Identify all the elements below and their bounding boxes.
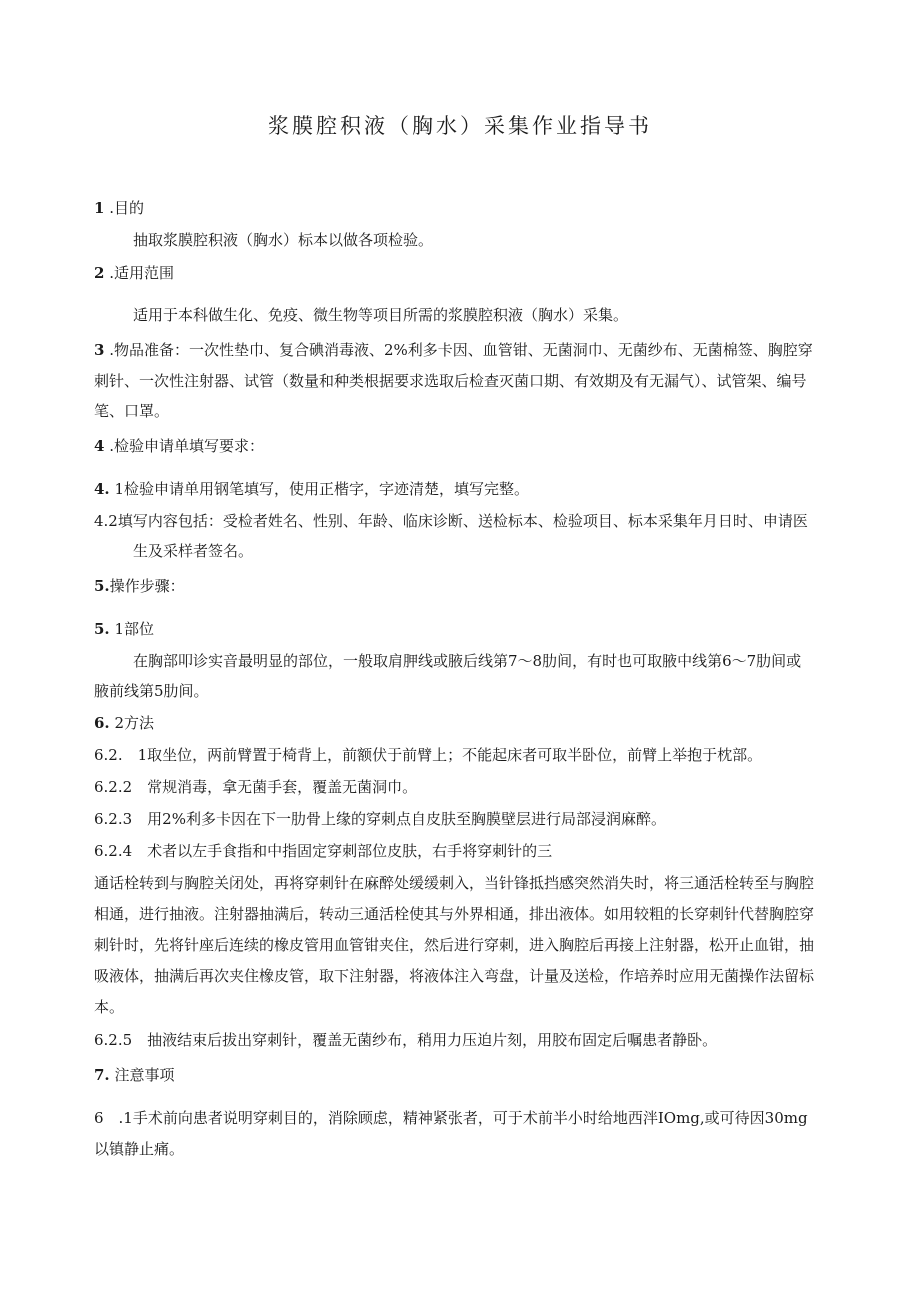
- section-1-title: .目的: [109, 199, 144, 217]
- section-5-1-title: 1部位: [114, 620, 154, 638]
- section-3-number: 3: [94, 341, 105, 359]
- section-4-1-text: 1检验申请单用钢笔填写，使用正楷字，字迹清楚，填写完整。: [114, 480, 529, 498]
- step-6-2-4-line-4: 吸液体，抽满后再次夹住橡皮管，取下注射器，将液体注入弯盘，计量及送检，作培养时应用无菌操作法留标: [94, 967, 815, 985]
- section-7-title: 注意事项: [114, 1066, 175, 1084]
- section-7-heading: [94, 1065, 174, 1085]
- section-6-title: 2方法: [114, 714, 154, 732]
- step-6-2-4-line-5: 本。: [94, 998, 125, 1016]
- section-3-line-3: 笔、口罩。: [94, 402, 170, 420]
- section-4-number: 4: [94, 437, 105, 455]
- section-3-line-2: 刺针、一次性注射器、试管（数量和种类根据要求选取后检查灭菌口期、有效期及有无漏气）、试管架、编号: [94, 372, 807, 390]
- section-6-number: 6.: [94, 714, 110, 732]
- section-1-number: 1: [94, 199, 105, 217]
- section-5-1-number: 5.: [94, 620, 110, 638]
- step-6-2-2: 6.2.2 常规消毒，拿无菌手套，覆盖无菌洞巾。: [94, 778, 418, 796]
- section-1-body: 抽取浆膜腔积液（胸水）标本以做各项检验。: [133, 231, 434, 249]
- step-6-2-4-line-3: 刺针时，先将针座后连续的橡皮管用血管钳夹住，然后进行穿刺，进入胸腔后再接上注射器，松开止血钳，抽: [94, 936, 815, 954]
- section-7-line-2: 以镇静止痛。: [94, 1140, 185, 1158]
- section-5-1-line-2: 腋前线第5肋间。: [94, 682, 209, 700]
- section-5-title: 操作步骤：: [109, 577, 185, 595]
- section-4-1: [94, 479, 529, 499]
- section-2-body: 适用于本科做生化、免疫、微生物等项目所需的浆膜腔积液（胸水）采集。: [133, 306, 629, 324]
- step-6-2-1: 6.2. 1取坐位，两前臂置于椅背上，前额伏于前臂上；不能起床者可取半卧位，前臂上举抱于枕部。: [94, 746, 763, 764]
- section-5-heading: [94, 576, 185, 596]
- section-4-1-number: 4.: [94, 480, 110, 498]
- section-5-1-heading: [94, 619, 154, 639]
- section-4-2-line-1: 4.2填写内容包括：受检者姓名、性别、年龄、临床诊断、送检标本、检验项目、标本采集年月日时、申请医: [94, 512, 808, 530]
- section-5-number: 5.: [94, 577, 110, 595]
- step-6-2-4: 6.2.4 术者以左手食指和中指固定穿刺部位皮肤，右手将穿刺针的三: [94, 842, 553, 860]
- section-2-title: .适用范围: [109, 264, 174, 282]
- step-6-2-3: 6.2.3 用2%利多卡因在下一肋骨上缘的穿刺点自皮肤至胸膜壁层进行局部浸润麻醉。: [94, 810, 666, 828]
- section-3-text: .物品准备：一次性垫巾、复合碘消毒液、2%利多卡因、血管钳、无菌洞巾、无菌纱布、无菌棉签、胸腔穿: [109, 341, 813, 359]
- section-7-line-1: 6 .1手术前向患者说明穿刺目的，消除顾虑，精神紧张者，可于术前半小时给地西泮IOmg,或可待因30mg: [94, 1109, 808, 1127]
- section-7-number: 7.: [94, 1066, 110, 1084]
- section-2-heading: [94, 263, 174, 283]
- section-5-1-line-1: 在胸部叩诊实音最明显的部位，一般取肩胛线或腋后线第7～8肋间，有时也可取腋中线第6～7肋间或: [133, 652, 802, 670]
- step-6-2-4-line-2: 相通，进行抽液。注射器抽满后，转动三通活栓使其与外界相通，排出液体。如用较粗的长穿刺针代替胸腔穿: [94, 905, 815, 923]
- section-4-heading: [94, 436, 264, 456]
- section-3-line-1: [94, 340, 813, 360]
- step-6-2-4-line-1: 通话栓转到与胸腔关闭处，再将穿刺针在麻醉处缓缓刺入，当针锋抵挡感突然消失时，将三通活栓转至与胸腔: [94, 874, 815, 892]
- section-2-number: 2: [94, 264, 105, 282]
- section-6-heading: [94, 713, 154, 733]
- section-4-2-line-2: 生及采样者签名。: [133, 542, 254, 560]
- section-1-heading: [94, 198, 144, 218]
- section-4-title: .检验申请单填写要求：: [109, 437, 264, 455]
- step-6-2-5: 6.2.5 抽液结束后拔出穿刺针，覆盖无菌纱布，稍用力压迫片刻，用胶布固定后嘱患者静卧。: [94, 1031, 718, 1049]
- document-title: 浆膜腔积液（胸水）采集作业指导书: [268, 114, 652, 138]
